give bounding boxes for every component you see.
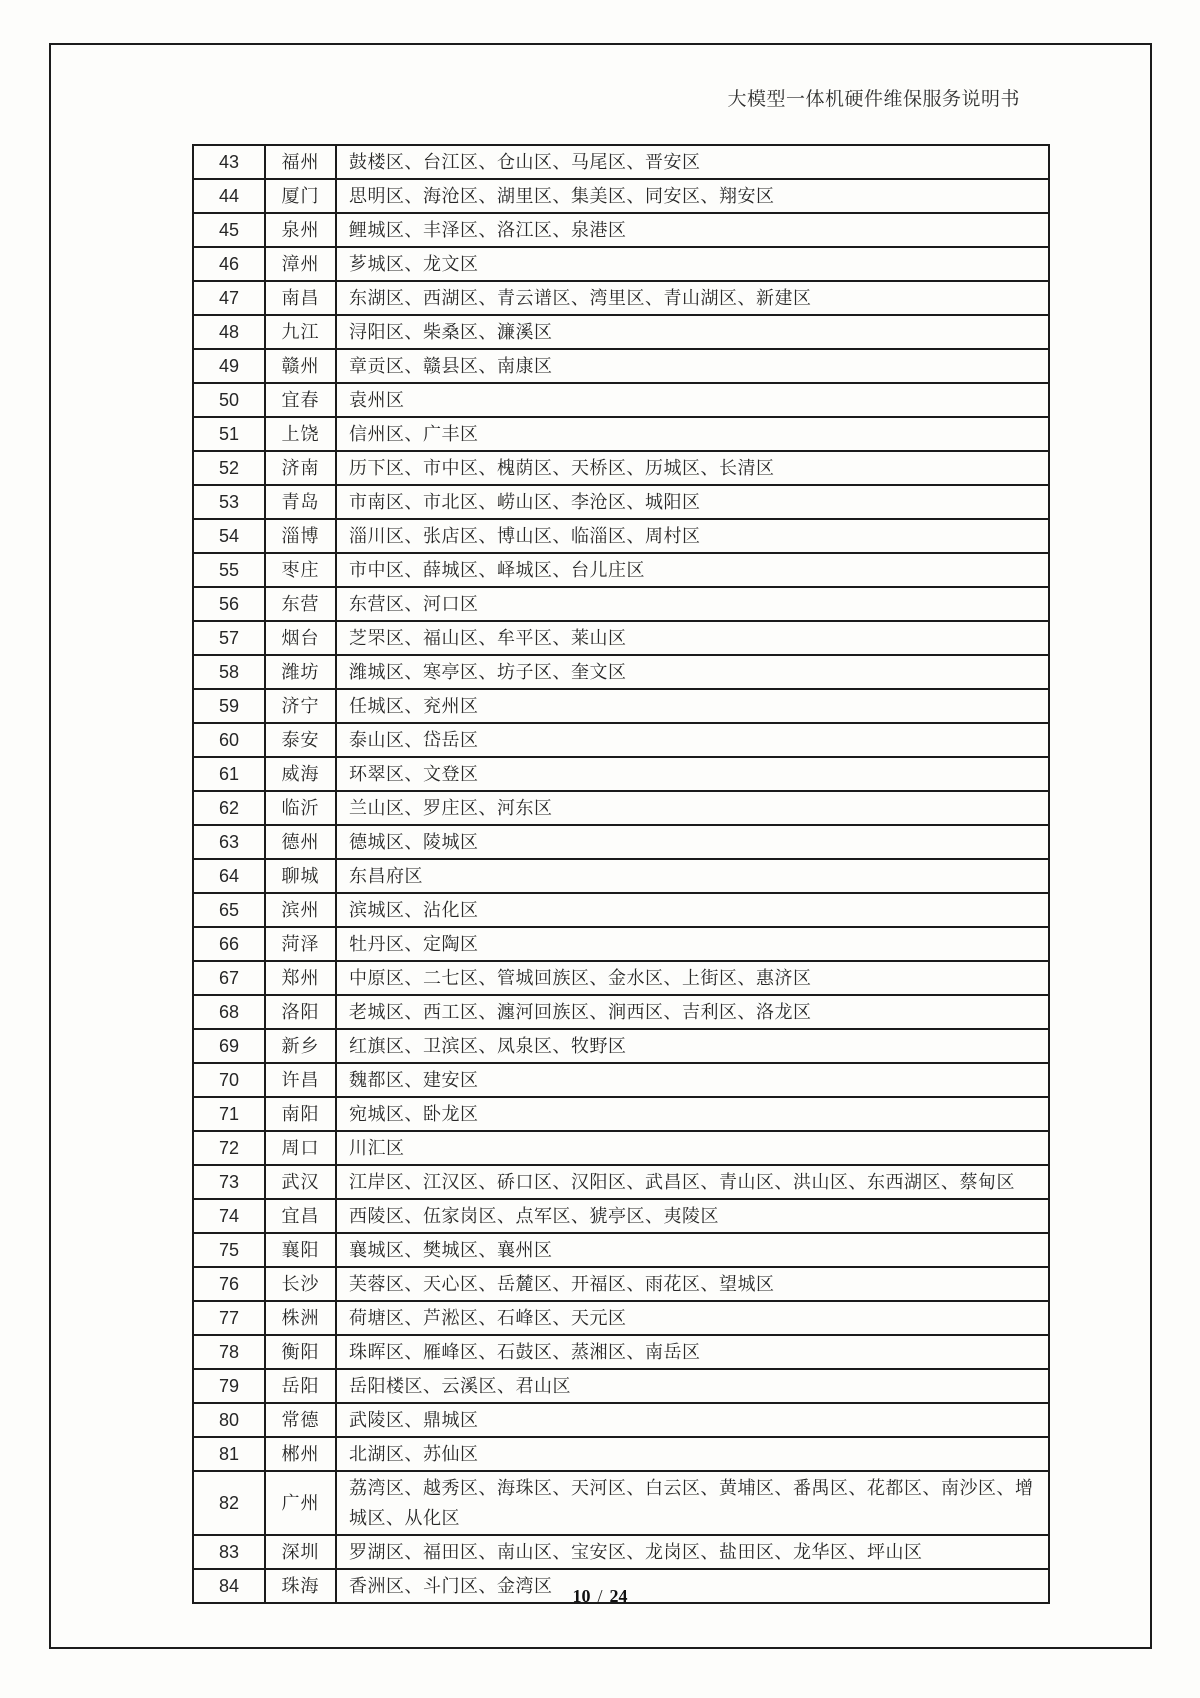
districts-cell: 魏都区、建安区 bbox=[336, 1063, 1049, 1097]
table-row bbox=[193, 145, 1049, 179]
row-index-cell: 77 bbox=[193, 1301, 265, 1335]
city-name-cell: 东营 bbox=[265, 587, 336, 621]
city-name-cell: 泉州 bbox=[265, 213, 336, 247]
table-row bbox=[193, 1165, 1049, 1199]
table-row bbox=[193, 1267, 1049, 1301]
districts-cell: 任城区、兖州区 bbox=[336, 689, 1049, 723]
page-number-current: 10 bbox=[572, 1586, 591, 1606]
districts-cell: 江岸区、江汉区、硚口区、汉阳区、武昌区、青山区、洪山区、东西湖区、蔡甸区 bbox=[336, 1165, 1049, 1199]
table-row bbox=[193, 961, 1049, 995]
city-name-cell: 泰安 bbox=[265, 723, 336, 757]
row-index-cell: 53 bbox=[193, 485, 265, 519]
city-name-cell: 郴州 bbox=[265, 1437, 336, 1471]
table-row bbox=[193, 519, 1049, 553]
row-index-cell: 65 bbox=[193, 893, 265, 927]
table-body bbox=[193, 145, 1049, 1603]
row-index-cell: 83 bbox=[193, 1535, 265, 1569]
table-row bbox=[193, 179, 1049, 213]
city-name-cell: 郑州 bbox=[265, 961, 336, 995]
districts-cell: 潍城区、寒亭区、坊子区、奎文区 bbox=[336, 655, 1049, 689]
table-row bbox=[193, 1233, 1049, 1267]
table-row bbox=[193, 995, 1049, 1029]
table-row bbox=[193, 689, 1049, 723]
table-row bbox=[193, 1369, 1049, 1403]
table-row bbox=[193, 1131, 1049, 1165]
row-index-cell: 73 bbox=[193, 1165, 265, 1199]
districts-cell: 思明区、海沧区、湖里区、集美区、同安区、翔安区 bbox=[336, 179, 1049, 213]
table-row bbox=[193, 1097, 1049, 1131]
city-name-cell: 南阳 bbox=[265, 1097, 336, 1131]
districts-cell: 宛城区、卧龙区 bbox=[336, 1097, 1049, 1131]
row-index-cell: 51 bbox=[193, 417, 265, 451]
table-row bbox=[193, 315, 1049, 349]
row-index-cell: 47 bbox=[193, 281, 265, 315]
row-index-cell: 67 bbox=[193, 961, 265, 995]
table-row bbox=[193, 791, 1049, 825]
row-index-cell: 71 bbox=[193, 1097, 265, 1131]
city-name-cell: 长沙 bbox=[265, 1267, 336, 1301]
table-row bbox=[193, 451, 1049, 485]
city-name-cell: 许昌 bbox=[265, 1063, 336, 1097]
districts-cell: 兰山区、罗庄区、河东区 bbox=[336, 791, 1049, 825]
districts-cell: 罗湖区、福田区、南山区、宝安区、龙岗区、盐田区、龙华区、坪山区 bbox=[336, 1535, 1049, 1569]
row-index-cell: 55 bbox=[193, 553, 265, 587]
city-name-cell: 襄阳 bbox=[265, 1233, 336, 1267]
city-name-cell: 淄博 bbox=[265, 519, 336, 553]
row-index-cell: 74 bbox=[193, 1199, 265, 1233]
row-index-cell: 54 bbox=[193, 519, 265, 553]
table-row bbox=[193, 247, 1049, 281]
districts-cell: 西陵区、伍家岗区、点军区、猇亭区、夷陵区 bbox=[336, 1199, 1049, 1233]
row-index-cell: 69 bbox=[193, 1029, 265, 1063]
city-name-cell: 菏泽 bbox=[265, 927, 336, 961]
districts-cell: 东湖区、西湖区、青云谱区、湾里区、青山湖区、新建区 bbox=[336, 281, 1049, 315]
row-index-cell: 64 bbox=[193, 859, 265, 893]
table-row bbox=[193, 1535, 1049, 1569]
row-index-cell: 81 bbox=[193, 1437, 265, 1471]
city-name-cell: 株洲 bbox=[265, 1301, 336, 1335]
row-index-cell: 44 bbox=[193, 179, 265, 213]
districts-cell: 岳阳楼区、云溪区、君山区 bbox=[336, 1369, 1049, 1403]
page-number-separator: / bbox=[597, 1586, 603, 1606]
row-index-cell: 66 bbox=[193, 927, 265, 961]
city-name-cell: 临沂 bbox=[265, 791, 336, 825]
row-index-cell: 60 bbox=[193, 723, 265, 757]
city-name-cell: 福州 bbox=[265, 145, 336, 179]
row-index-cell: 72 bbox=[193, 1131, 265, 1165]
table-row bbox=[193, 553, 1049, 587]
row-index-cell: 43 bbox=[193, 145, 265, 179]
city-name-cell: 济南 bbox=[265, 451, 336, 485]
table-row bbox=[193, 655, 1049, 689]
table-row bbox=[193, 621, 1049, 655]
table-row bbox=[193, 859, 1049, 893]
row-index-cell: 84 bbox=[193, 1569, 265, 1603]
districts-cell: 武陵区、鼎城区 bbox=[336, 1403, 1049, 1437]
city-name-cell: 漳州 bbox=[265, 247, 336, 281]
row-index-cell: 79 bbox=[193, 1369, 265, 1403]
table-row bbox=[193, 1335, 1049, 1369]
city-name-cell: 武汉 bbox=[265, 1165, 336, 1199]
table-row bbox=[193, 349, 1049, 383]
districts-cell: 芙蓉区、天心区、岳麓区、开福区、雨花区、望城区 bbox=[336, 1267, 1049, 1301]
city-name-cell: 南昌 bbox=[265, 281, 336, 315]
row-index-cell: 49 bbox=[193, 349, 265, 383]
row-index-cell: 61 bbox=[193, 757, 265, 791]
districts-cell: 荷塘区、芦淞区、石峰区、天元区 bbox=[336, 1301, 1049, 1335]
districts-cell: 老城区、西工区、瀍河回族区、涧西区、吉利区、洛龙区 bbox=[336, 995, 1049, 1029]
table-row bbox=[193, 1029, 1049, 1063]
districts-cell: 德城区、陵城区 bbox=[336, 825, 1049, 859]
districts-cell: 芝罘区、福山区、牟平区、莱山区 bbox=[336, 621, 1049, 655]
districts-cell: 东昌府区 bbox=[336, 859, 1049, 893]
districts-cell: 滨城区、沾化区 bbox=[336, 893, 1049, 927]
city-name-cell: 岳阳 bbox=[265, 1369, 336, 1403]
districts-cell: 芗城区、龙文区 bbox=[336, 247, 1049, 281]
districts-cell: 牡丹区、定陶区 bbox=[336, 927, 1049, 961]
row-index-cell: 45 bbox=[193, 213, 265, 247]
city-name-cell: 厦门 bbox=[265, 179, 336, 213]
city-name-cell: 赣州 bbox=[265, 349, 336, 383]
city-name-cell: 深圳 bbox=[265, 1535, 336, 1569]
city-name-cell: 常德 bbox=[265, 1403, 336, 1437]
city-name-cell: 潍坊 bbox=[265, 655, 336, 689]
districts-cell: 历下区、市中区、槐荫区、天桥区、历城区、长清区 bbox=[336, 451, 1049, 485]
table-row bbox=[193, 927, 1049, 961]
city-name-cell: 洛阳 bbox=[265, 995, 336, 1029]
row-index-cell: 46 bbox=[193, 247, 265, 281]
row-index-cell: 75 bbox=[193, 1233, 265, 1267]
row-index-cell: 80 bbox=[193, 1403, 265, 1437]
table-row bbox=[193, 587, 1049, 621]
table-row bbox=[193, 825, 1049, 859]
row-index-cell: 50 bbox=[193, 383, 265, 417]
table-row bbox=[193, 723, 1049, 757]
table-row bbox=[193, 757, 1049, 791]
city-name-cell: 威海 bbox=[265, 757, 336, 791]
districts-cell: 环翠区、文登区 bbox=[336, 757, 1049, 791]
table-row bbox=[193, 1437, 1049, 1471]
districts-cell: 浔阳区、柴桑区、濂溪区 bbox=[336, 315, 1049, 349]
city-name-cell: 珠海 bbox=[265, 1569, 336, 1603]
districts-cell: 红旗区、卫滨区、凤泉区、牧野区 bbox=[336, 1029, 1049, 1063]
districts-cell: 珠晖区、雁峰区、石鼓区、蒸湘区、南岳区 bbox=[336, 1335, 1049, 1369]
row-index-cell: 48 bbox=[193, 315, 265, 349]
districts-cell: 鲤城区、丰泽区、洛江区、泉港区 bbox=[336, 213, 1049, 247]
table-row bbox=[193, 213, 1049, 247]
city-name-cell: 青岛 bbox=[265, 485, 336, 519]
table-row bbox=[193, 1199, 1049, 1233]
row-index-cell: 59 bbox=[193, 689, 265, 723]
page-number-total: 24 bbox=[609, 1586, 628, 1606]
row-index-cell: 52 bbox=[193, 451, 265, 485]
row-index-cell: 78 bbox=[193, 1335, 265, 1369]
districts-cell: 襄城区、樊城区、襄州区 bbox=[336, 1233, 1049, 1267]
city-name-cell: 广州 bbox=[265, 1471, 336, 1535]
districts-cell: 北湖区、苏仙区 bbox=[336, 1437, 1049, 1471]
city-name-cell: 宜春 bbox=[265, 383, 336, 417]
districts-cell: 荔湾区、越秀区、海珠区、天河区、白云区、黄埔区、番禺区、花都区、南沙区、增城区、从化区 bbox=[336, 1471, 1049, 1535]
districts-cell: 淄川区、张店区、博山区、临淄区、周村区 bbox=[336, 519, 1049, 553]
districts-cell: 市中区、薛城区、峄城区、台儿庄区 bbox=[336, 553, 1049, 587]
row-index-cell: 58 bbox=[193, 655, 265, 689]
row-index-cell: 76 bbox=[193, 1267, 265, 1301]
row-index-cell: 57 bbox=[193, 621, 265, 655]
table-row bbox=[193, 1063, 1049, 1097]
districts-cell: 市南区、市北区、崂山区、李沧区、城阳区 bbox=[336, 485, 1049, 519]
row-index-cell: 63 bbox=[193, 825, 265, 859]
table-row bbox=[193, 383, 1049, 417]
districts-cell: 信州区、广丰区 bbox=[336, 417, 1049, 451]
table-row bbox=[193, 281, 1049, 315]
city-name-cell: 聊城 bbox=[265, 859, 336, 893]
city-name-cell: 九江 bbox=[265, 315, 336, 349]
districts-cell: 香洲区、斗门区、金湾区 bbox=[336, 1569, 1049, 1603]
city-name-cell: 新乡 bbox=[265, 1029, 336, 1063]
districts-cell: 章贡区、赣县区、南康区 bbox=[336, 349, 1049, 383]
districts-cell: 中原区、二七区、管城回族区、金水区、上街区、惠济区 bbox=[336, 961, 1049, 995]
city-name-cell: 衡阳 bbox=[265, 1335, 336, 1369]
row-index-cell: 56 bbox=[193, 587, 265, 621]
districts-cell: 川汇区 bbox=[336, 1131, 1049, 1165]
row-index-cell: 70 bbox=[193, 1063, 265, 1097]
districts-cell: 袁州区 bbox=[336, 383, 1049, 417]
table-row bbox=[193, 893, 1049, 927]
city-districts-table bbox=[192, 144, 1050, 1604]
districts-cell: 东营区、河口区 bbox=[336, 587, 1049, 621]
table-row bbox=[193, 417, 1049, 451]
districts-cell: 泰山区、岱岳区 bbox=[336, 723, 1049, 757]
table-row bbox=[193, 1301, 1049, 1335]
row-index-cell: 62 bbox=[193, 791, 265, 825]
row-index-cell: 82 bbox=[193, 1471, 265, 1535]
city-name-cell: 滨州 bbox=[265, 893, 336, 927]
row-index-cell: 68 bbox=[193, 995, 265, 1029]
city-name-cell: 枣庄 bbox=[265, 553, 336, 587]
city-name-cell: 宜昌 bbox=[265, 1199, 336, 1233]
districts-cell: 鼓楼区、台江区、仓山区、马尾区、晋安区 bbox=[336, 145, 1049, 179]
table-row bbox=[193, 485, 1049, 519]
city-name-cell: 上饶 bbox=[265, 417, 336, 451]
table-row bbox=[193, 1471, 1049, 1535]
city-name-cell: 德州 bbox=[265, 825, 336, 859]
city-name-cell: 烟台 bbox=[265, 621, 336, 655]
page-footer bbox=[0, 1586, 1200, 1607]
table-row bbox=[193, 1403, 1049, 1437]
city-name-cell: 济宁 bbox=[265, 689, 336, 723]
document-header-title: 大模型一体机硬件维保服务说明书 bbox=[727, 89, 1020, 110]
city-name-cell: 周口 bbox=[265, 1131, 336, 1165]
